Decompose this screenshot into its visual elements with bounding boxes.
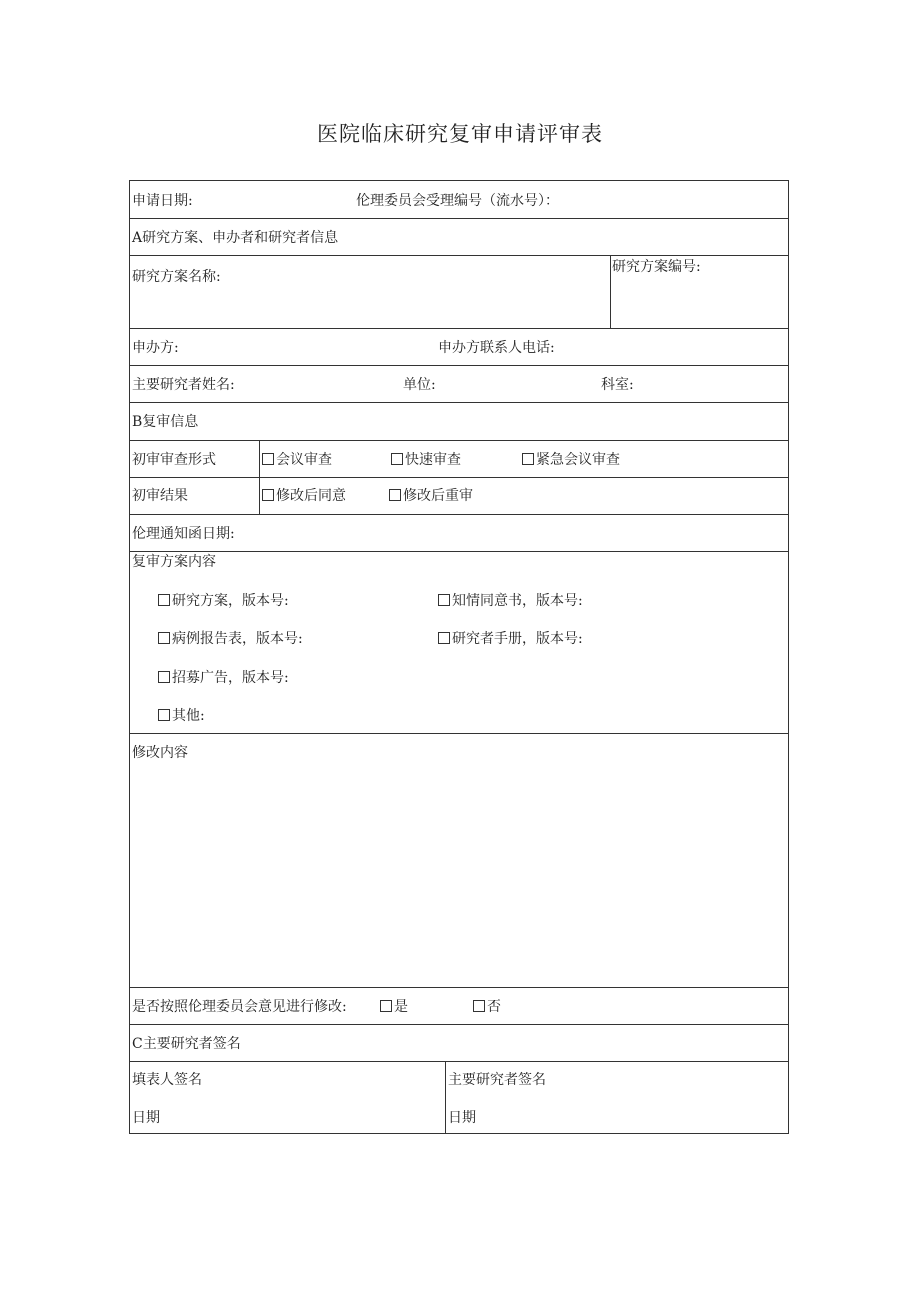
section-c-heading: C主要研究者签名 <box>132 1036 241 1052</box>
initial-review-form-label: 初审审查形式 <box>132 452 216 468</box>
option-re-review-after-modify[interactable]: 修改后重审 <box>389 488 473 504</box>
row-divider <box>130 987 788 988</box>
pi-sign-label: 主要研究者签名 <box>448 1072 546 1088</box>
sponsor-label: 申办方: <box>132 340 179 356</box>
ethics-number-label: 伦理委员会受理编号（流水号）： <box>356 193 559 209</box>
row-divider <box>130 255 788 256</box>
col-divider <box>610 255 611 328</box>
date-right-label: 日期 <box>448 1110 476 1126</box>
content-heading: 复审方案内容 <box>132 554 216 570</box>
row-divider <box>130 365 788 366</box>
checkbox-icon[interactable] <box>391 453 403 465</box>
checkbox-icon[interactable] <box>380 1000 392 1012</box>
row-divider <box>130 551 788 552</box>
checkbox-icon[interactable] <box>158 594 170 606</box>
unit-label: 单位: <box>403 377 436 393</box>
checkbox-icon[interactable] <box>473 1000 485 1012</box>
row-divider <box>130 218 788 219</box>
row-divider <box>130 402 788 403</box>
checkbox-icon[interactable] <box>158 632 170 644</box>
option-approve-after-modify[interactable]: 修改后同意 <box>262 488 346 504</box>
checkbox-icon[interactable] <box>262 489 274 501</box>
protocol-name-label: 研究方案名称: <box>132 269 221 285</box>
item-case-report[interactable]: 病例报告表，版本号: <box>158 631 303 647</box>
follow-opinion-label: 是否按照伦理委员会意见进行修改: <box>132 999 347 1015</box>
review-form <box>129 180 789 1134</box>
date-left-label: 日期 <box>132 1110 160 1126</box>
modification-label: 修改内容 <box>132 745 188 761</box>
checkbox-icon[interactable] <box>522 453 534 465</box>
item-investigator-handbook[interactable]: 研究者手册，版本号: <box>438 631 583 647</box>
option-yes[interactable]: 是 <box>380 999 408 1015</box>
section-a-heading: A研究方案、申办者和研究者信息 <box>132 230 339 246</box>
option-no[interactable]: 否 <box>473 999 501 1015</box>
protocol-number-label: 研究方案编号: <box>612 259 701 275</box>
col-divider <box>445 1061 446 1134</box>
checkbox-icon[interactable] <box>438 632 450 644</box>
checkbox-icon[interactable] <box>389 489 401 501</box>
checkbox-icon[interactable] <box>158 671 170 683</box>
item-recruitment-ad[interactable]: 招募广告，版本号: <box>158 670 289 686</box>
item-other[interactable]: 其他: <box>158 708 205 724</box>
option-emergency-review[interactable]: 紧急会议审查 <box>522 452 620 468</box>
pi-name-label: 主要研究者姓名: <box>132 377 235 393</box>
page-title: 医院临床研究复审申请评审表 <box>317 122 603 146</box>
apply-date-label: 申请日期: <box>132 193 193 209</box>
row-divider <box>130 514 788 515</box>
item-protocol[interactable]: 研究方案，版本号: <box>158 593 289 609</box>
initial-result-label: 初审结果 <box>132 488 188 504</box>
col-divider <box>259 440 260 514</box>
row-divider <box>130 328 788 329</box>
row-divider <box>130 1024 788 1025</box>
checkbox-icon[interactable] <box>158 709 170 721</box>
row-divider <box>130 1061 788 1062</box>
item-consent-form[interactable]: 知情同意书，版本号: <box>438 593 583 609</box>
department-label: 科室: <box>601 377 634 393</box>
row-divider <box>130 440 788 441</box>
row-divider <box>130 477 788 478</box>
checkbox-icon[interactable] <box>438 594 450 606</box>
row-divider <box>130 733 788 734</box>
filler-sign-label: 填表人签名 <box>132 1072 202 1088</box>
option-fast-review[interactable]: 快速审查 <box>391 452 461 468</box>
section-b-heading: B复审信息 <box>132 414 199 430</box>
sponsor-contact-label: 申办方联系人电话: <box>438 340 555 356</box>
option-meeting-review[interactable]: 会议审查 <box>262 452 332 468</box>
notice-date-label: 伦理通知函日期: <box>132 526 235 542</box>
checkbox-icon[interactable] <box>262 453 274 465</box>
